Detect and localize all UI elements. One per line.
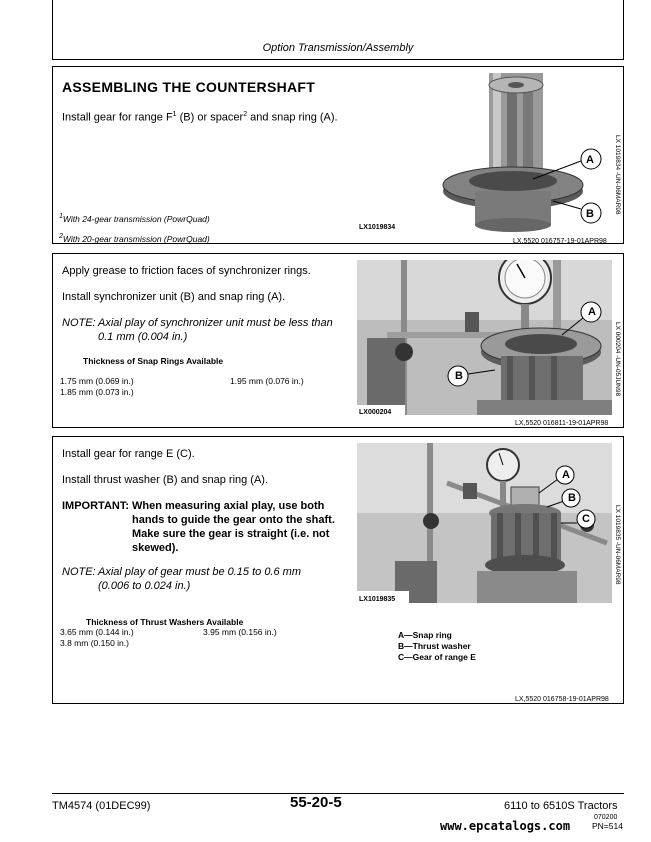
- manual-number: TM4574 (01DEC99): [52, 800, 151, 812]
- panel-heading: ASSEMBLING THE COUNTERSHAFT: [62, 79, 316, 95]
- page-code: PN=514: [592, 821, 623, 831]
- important-text: hands to guide the gear onto the shaft.: [132, 514, 335, 526]
- range-e-gear-photo: [357, 443, 612, 603]
- footnote-ref: 1: [172, 111, 177, 118]
- code-small: 070200: [594, 814, 618, 821]
- note-text: Axial play of gear must be 0.15 to 0.6 mm: [98, 566, 301, 578]
- tractor-models: 6110 to 6510S Tractors: [504, 800, 618, 812]
- note-text: (0.006 to 0.024 in.): [98, 580, 191, 592]
- note-label: NOTE:: [62, 317, 96, 329]
- instruction-text: Install thrust washer (B) and snap ring (A).: [62, 474, 269, 486]
- table-value: 3.8 mm (0.150 in.): [60, 638, 129, 648]
- important-label: IMPORTANT:: [62, 500, 130, 512]
- footnote-1: [59, 210, 210, 226]
- footnote-ref: 2: [243, 111, 248, 118]
- table-value: 1.95 mm (0.076 in.): [230, 376, 304, 386]
- table-title: Thickness of Thrust Washers Available: [86, 617, 244, 627]
- callout-b: B: [586, 208, 594, 220]
- footnote-marker: 2: [59, 233, 63, 240]
- legend: [398, 630, 476, 663]
- side-code: LX 1019835 -UN-06MAR98: [614, 505, 621, 585]
- side-code: LX 000204 -UN-05JUN98: [614, 322, 621, 397]
- instruction-part: (B) or spacer: [176, 111, 244, 124]
- note-text: 0.1 mm (0.004 in.): [98, 331, 188, 343]
- footnote-2: [59, 230, 210, 246]
- photo-id: LX000204: [359, 409, 392, 415]
- important-text: When measuring axial play, use both: [132, 500, 325, 512]
- panel-range-e-gear: [52, 436, 624, 704]
- callout-b: B: [455, 370, 463, 382]
- legend-item: B—Thrust washer: [398, 641, 471, 651]
- footnote-text: With 20-gear transmission (PowrQuad): [62, 233, 210, 244]
- watermark-url[interactable]: www.epcatalogs.com: [440, 819, 571, 833]
- table-value: 3.65 mm (0.144 in.): [60, 627, 134, 637]
- legend-item: C—Gear of range E: [398, 652, 476, 662]
- ref-line: LX,5520 016811-19-01APR98: [515, 420, 609, 427]
- instruction-text: [62, 108, 342, 125]
- countershaft-photo: [357, 73, 612, 233]
- photo-id: LX1019835: [359, 596, 396, 603]
- callout-c: C: [582, 513, 590, 525]
- countershaft-illustration: [357, 73, 612, 233]
- note-label: NOTE:: [62, 566, 96, 578]
- important-text: Make sure the gear is straight (i.e. not: [132, 528, 330, 540]
- table-value: 3.95 mm (0.156 in.): [203, 627, 277, 637]
- table-value: 1.75 mm (0.069 in.): [60, 376, 134, 386]
- page-number: 55-20-5: [290, 794, 342, 811]
- footnote-marker: 1: [59, 213, 63, 220]
- table-value: 1.85 mm (0.073 in.): [60, 387, 134, 397]
- note-text: Axial play of synchronizer unit must be less than: [98, 317, 333, 329]
- range-e-gear-illustration: [357, 443, 612, 603]
- side-code: LX 1019834 -UN-06MAR98: [614, 135, 621, 215]
- callout-a: A: [586, 154, 594, 166]
- table-title: Thickness of Snap Rings Available: [83, 356, 224, 366]
- legend-item: A—Snap ring: [398, 630, 452, 640]
- ref-line: LX,5520 016757-19-01APR98: [513, 238, 607, 245]
- instruction-text: Install synchronizer unit (B) and snap ring (A).: [62, 291, 286, 303]
- instruction-text: Apply grease to friction faces of synchronizer rings.: [62, 265, 311, 277]
- panel-countershaft: [52, 66, 624, 244]
- instruction-part: and snap ring (A).: [247, 111, 338, 124]
- panel-synchronizer: [52, 253, 624, 428]
- callout-a: A: [588, 306, 596, 318]
- synchronizer-illustration: [357, 260, 612, 415]
- footnote-text: With 24-gear transmission (PowrQuad): [62, 213, 210, 224]
- synchronizer-photo: [357, 260, 612, 415]
- instruction-part: Install gear for range F: [62, 111, 173, 124]
- section-title: Option Transmission/Assembly: [262, 42, 414, 54]
- important-text: skewed).: [132, 542, 179, 554]
- callout-b: B: [568, 492, 576, 504]
- ref-line: LX,5520 016758-19-01APR98: [515, 696, 609, 703]
- photo-id: LX1019834: [359, 224, 396, 231]
- callout-a: A: [562, 469, 570, 481]
- instruction-text: Install gear for range E (C).: [62, 448, 195, 460]
